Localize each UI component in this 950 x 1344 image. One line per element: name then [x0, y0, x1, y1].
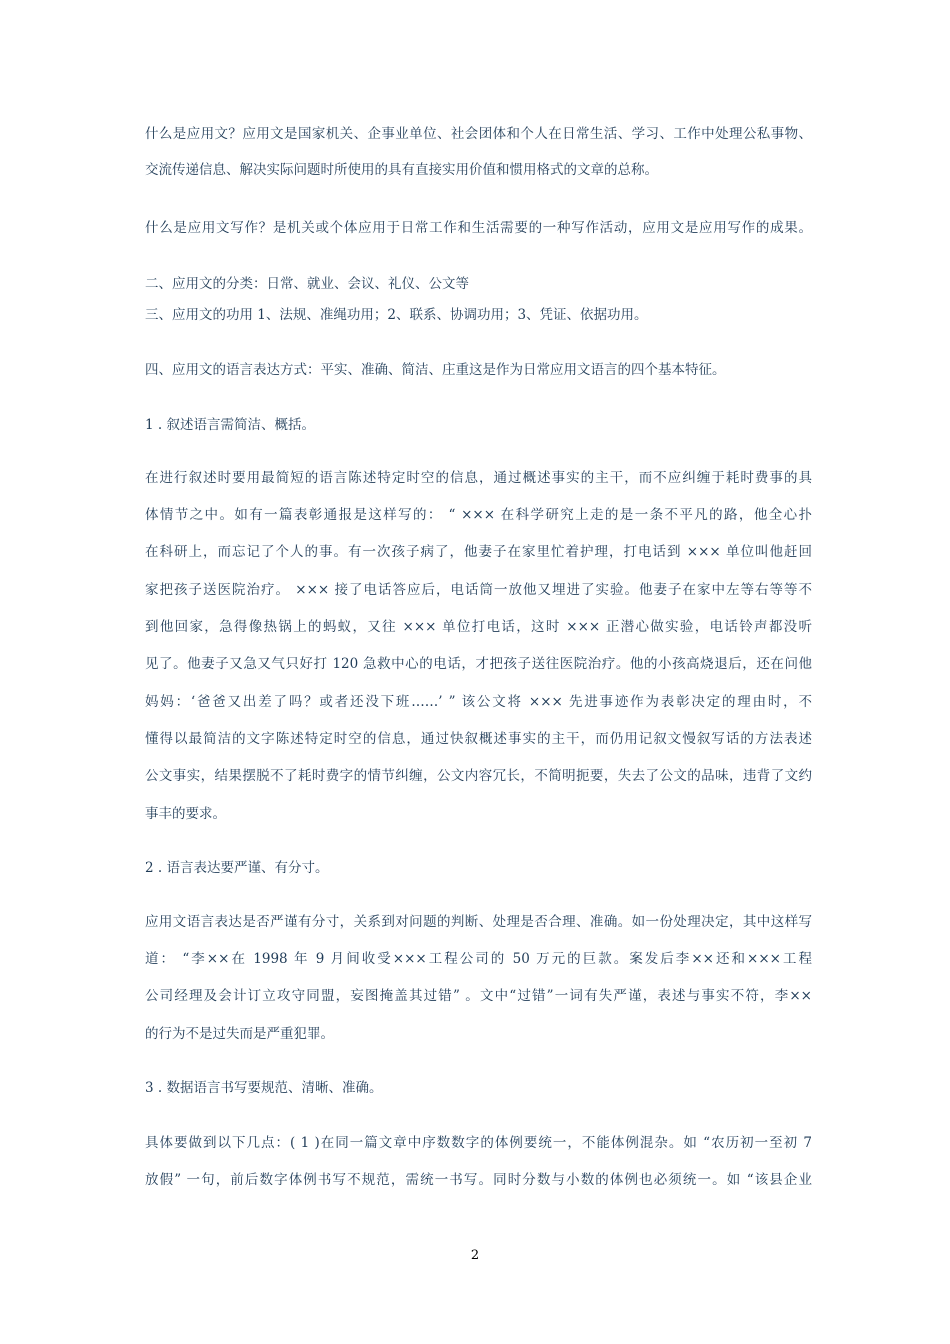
subsection-heading: 1 . 叙述语言需简洁、概括。: [145, 417, 315, 433]
paragraph-line: 体情节之中。如有一篇表彰通报是这样写的： “ ××× 在科学研究上走的是一条不平凡的路，他全心扑: [145, 507, 812, 523]
subsection-heading: 3 . 数据语言书写要规范、清晰、准确。: [145, 1080, 383, 1096]
paragraph-line: 交流传递信息、解决实际问题时所使用的具有直接实用价值和惯用格式的文章的总称。: [145, 162, 658, 178]
paragraph-line: 事丰的要求。: [145, 806, 226, 822]
page-number: 2: [470, 1248, 480, 1263]
section-heading: 二、应用文的分类：日常、就业、会议、礼仪、公文等: [145, 276, 469, 292]
section-heading: 四、应用文的语言表达方式：平实、准确、简洁、庄重这是作为日常应用文语言的四个基本特征。: [145, 362, 726, 378]
paragraph-line: 道： “李××在 1998 年 9 月间收受×××工程公司的 50 万元的巨款。案发后李××还和×××工程: [145, 951, 812, 967]
paragraph-line: 的行为不是过失而是严重犯罪。: [145, 1026, 334, 1042]
paragraph-line: 懂得以最简洁的文字陈述特定时空的信息，通过快叙概述事实的主干，而仍用记叙文慢叙写话的方法表述: [145, 731, 812, 747]
paragraph-line: 家把孩子送医院治疗。 ××× 接了电话答应后，电话筒一放他又埋进了实验。他妻子在家中左等右等等不: [145, 582, 812, 598]
section-heading: 三、应用文的功用 1、法规、准绳功用；2、联系、协调功用；3、凭证、依据功用。: [145, 307, 648, 323]
paragraph-line: 公司经理及会计订立攻守同盟，妄图掩盖其过错” 。文中“过错”一词有失严谨，表述与事实不符，李××: [145, 988, 812, 1004]
paragraph-line: 应用文语言表达是否严谨有分寸，关系到对问题的判断、处理是否合理、准确。如一份处理决定，其中这样写: [145, 914, 812, 930]
paragraph-line: 在进行叙述时要用最简短的语言陈述特定时空的信息，通过概述事实的主干，而不应纠缠于耗时费事的具: [145, 470, 812, 486]
paragraph-line: 公文事实，结果摆脱不了耗时费字的情节纠缠，公文内容冗长，不简明扼要，失去了公文的品味，违背了文约: [145, 768, 812, 784]
paragraph-line: 妈妈：‘爸爸又出差了吗？或者还没下班……’ ” 该公文将 ××× 先进事迹作为表彰决定的理由时，不: [145, 694, 812, 710]
paragraph-line: 到他回家，急得像热锅上的蚂蚁，又往 ××× 单位打电话，这时 ××× 正潜心做实验，电话铃声都没听: [145, 619, 812, 635]
paragraph-line: 什么是应用文写作？是机关或个体应用于日常工作和生活需要的一种写作活动，应用文是应用写作的成果。: [145, 220, 812, 236]
paragraph-line: 放假” 一句，前后数字体例书写不规范，需统一书写。同时分数与小数的体例也必须统一。如 “该县企业: [145, 1172, 812, 1188]
subsection-heading: 2 . 语言表达要严谨、有分寸。: [145, 860, 329, 876]
paragraph-line: 见了。他妻子又急又气只好打 120 急救中心的电话，才把孩子送往医院治疗。他的小孩高烧退后，还在问他: [145, 656, 812, 672]
paragraph-line: 什么是应用文？应用文是国家机关、企事业单位、社会团体和个人在日常生活、学习、工作中处理公私事物、: [145, 126, 812, 142]
paragraph-line: 在科研上，而忘记了个人的事。有一次孩子病了，他妻子在家里忙着护理，打电话到 ××× 单位叫他赶回: [145, 544, 812, 560]
paragraph-line: 具体要做到以下几点：( 1 )在同一篇文章中序数数字的体例要统一，不能体例混杂。如 “农历初一至初 7: [145, 1135, 812, 1151]
